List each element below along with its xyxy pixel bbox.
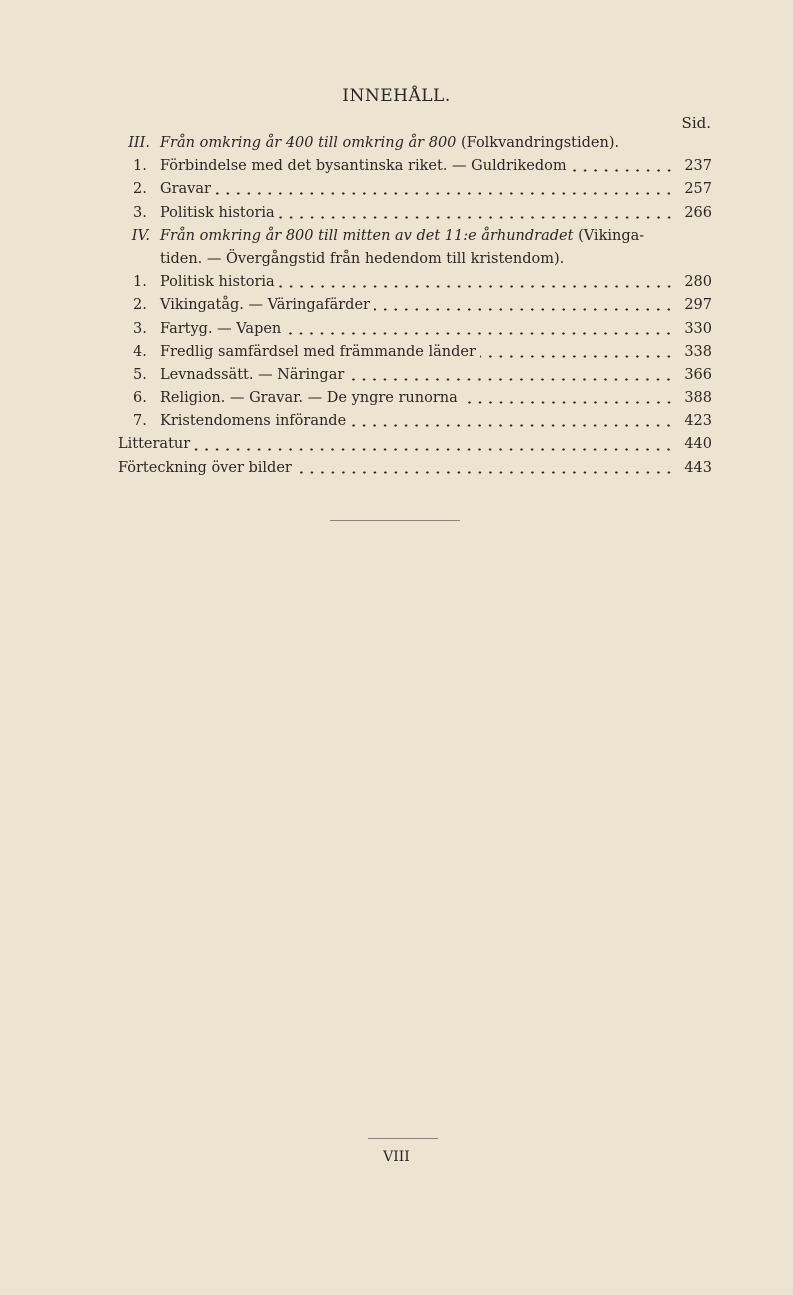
leader-dots <box>348 378 674 381</box>
section-heading <box>118 132 712 155</box>
leader-dots <box>350 424 674 427</box>
divider <box>330 520 460 521</box>
toc-entry: 1. Politisk historia 280 <box>133 274 712 291</box>
toc-entry: 4. Fredlig samfärdsel med främmande länder 338 <box>133 343 712 360</box>
toc-entry: 5. Levnadssätt. — Näringar 366 <box>133 366 712 383</box>
leader-dots <box>285 332 674 335</box>
section-subtitle: (Vikinga- <box>578 227 645 244</box>
page-number: VIII <box>383 1149 410 1165</box>
leader-dots <box>480 355 674 358</box>
leader-dots <box>374 308 674 311</box>
toc-entry: 7. Kristendomens införande 423 <box>133 413 712 430</box>
section-title: Från omkring år 800 till mitten av det 11:e århundradet <box>160 227 574 244</box>
toc-entry: 2. Vikingatåg. — Väringafärder 297 <box>133 297 712 314</box>
leader-dots <box>296 471 674 474</box>
section-heading <box>118 225 712 248</box>
section-numeral: IV. <box>131 227 150 244</box>
toc-entry-literature: Litteratur 440 <box>118 436 712 453</box>
table-of-contents <box>118 132 712 480</box>
leader-dots <box>215 192 674 195</box>
section-subtitle-cont: tiden. — Övergångstid från hedendom till kristendom). <box>160 250 565 267</box>
page-column-label: Sid. <box>681 114 711 132</box>
toc-entry: 1. Förbindelse med det bysantinska riket. — Guldrikedom 237 <box>133 158 712 175</box>
toc-entry: 3. Politisk historia 266 <box>133 204 712 221</box>
leader-dots <box>194 448 674 451</box>
page-title: INNEHÅLL. <box>342 86 451 106</box>
toc-entry-illustrations: Förteckning över bilder 443 <box>118 459 712 476</box>
section-subtitle: (Folkvandringstiden). <box>461 135 620 151</box>
toc-entry: 6. Religion. — Gravar. — De yngre runorna 388 <box>133 390 712 407</box>
toc-entry: 2. Gravar 257 <box>133 181 712 198</box>
section-numeral: III. <box>128 135 150 151</box>
leader-dots <box>462 401 674 404</box>
toc-entry: 3. Fartyg. — Vapen 330 <box>133 320 712 337</box>
leader-dots <box>571 169 674 172</box>
divider <box>368 1138 438 1139</box>
section-title: Från omkring år 400 till omkring år 800 <box>160 135 457 151</box>
leader-dots <box>279 216 674 219</box>
leader-dots <box>279 285 674 288</box>
